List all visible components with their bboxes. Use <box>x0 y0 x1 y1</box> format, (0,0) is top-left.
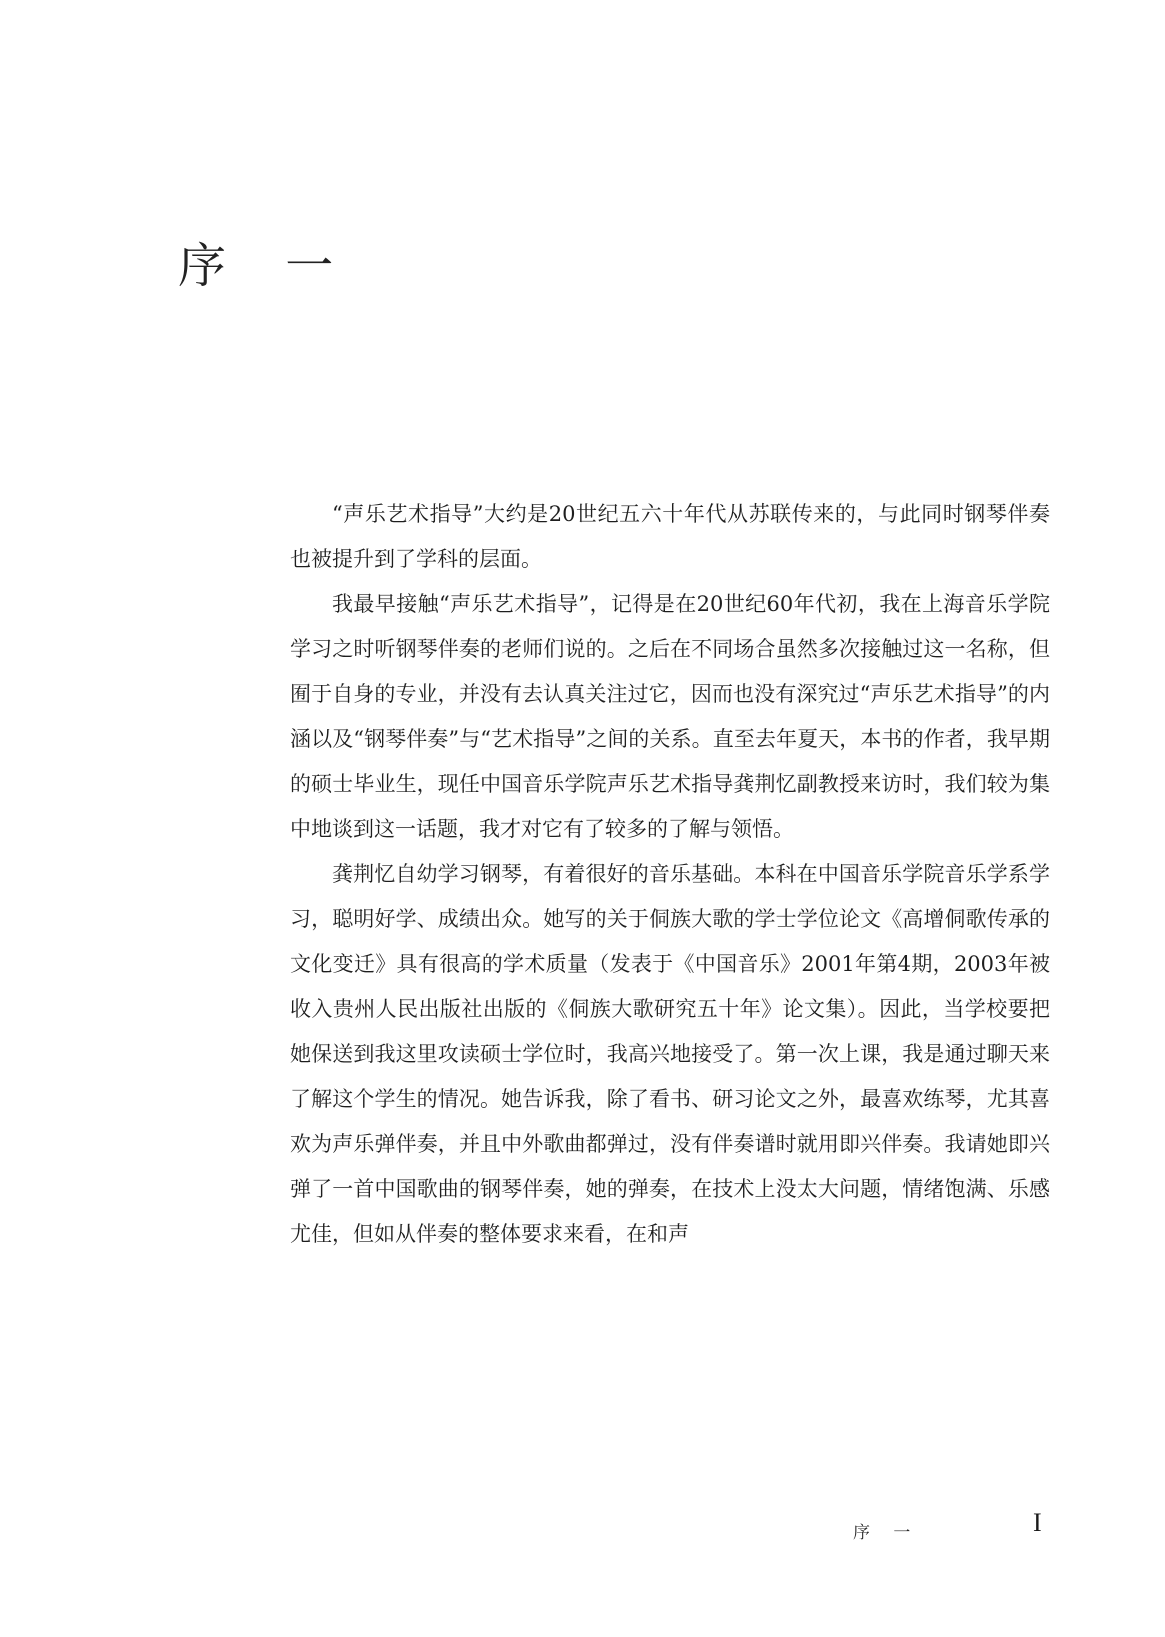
running-head: 序 一 <box>853 1523 920 1543</box>
body-text <box>290 492 1050 1257</box>
paragraph: “声乐艺术指导”大约是20世纪五六十年代从苏联传来的，与此同时钢琴伴奏也被提升到了学科的层面。 <box>290 502 1050 571</box>
chapter-title: 序 一 <box>178 238 356 294</box>
paragraph: 我最早接触“声乐艺术指导”，记得是在20世纪60年代初，我在上海音乐学院学习之时听钢琴伴奏的老师们说的。之后在不同场合虽然多次接触过这一名称，但囿于自身的专业，并没有去认真关注过它，因而也没有深究过“声乐艺术指导”的内涵以及“钢琴伴奏”与“艺术指导”之间的关系。直至去年夏天，本书的作者，我早期的硕士毕业生，现任中国音乐学院声乐艺术指导龚荆忆副教授来访时，我们较为集中地谈到这一话题，我才对它有了较多的了解与领悟。 <box>290 592 1050 841</box>
paragraph: 龚荆忆自幼学习钢琴，有着很好的音乐基础。本科在中国音乐学院音乐学系学习，聪明好学、成绩出众。她写的关于侗族大歌的学士学位论文《高增侗歌传承的文化变迁》具有很高的学术质量（发表于《中国音乐》2001年第4期，2003年被收入贵州人民出版社出版的《侗族大歌研究五十年》论文集）。因此，当学校要把她保送到我这里攻读硕士学位时，我高兴地接受了。第一次上课，我是通过聊天来了解这个学生的情况。她告诉我，除了看书、研习论文之外，最喜欢练琴，尤其喜欢为声乐弹伴奏，并且中外歌曲都弹过，没有伴奏谱时就用即兴伴奏。我请她即兴弹了一首中国歌曲的钢琴伴奏，她的弹奏，在技术上没太大问题，情绪饱满、乐感尤佳，但如从伴奏的整体要求来看，在和声 <box>290 862 1050 1246</box>
page-number: I <box>1033 1508 1042 1537</box>
